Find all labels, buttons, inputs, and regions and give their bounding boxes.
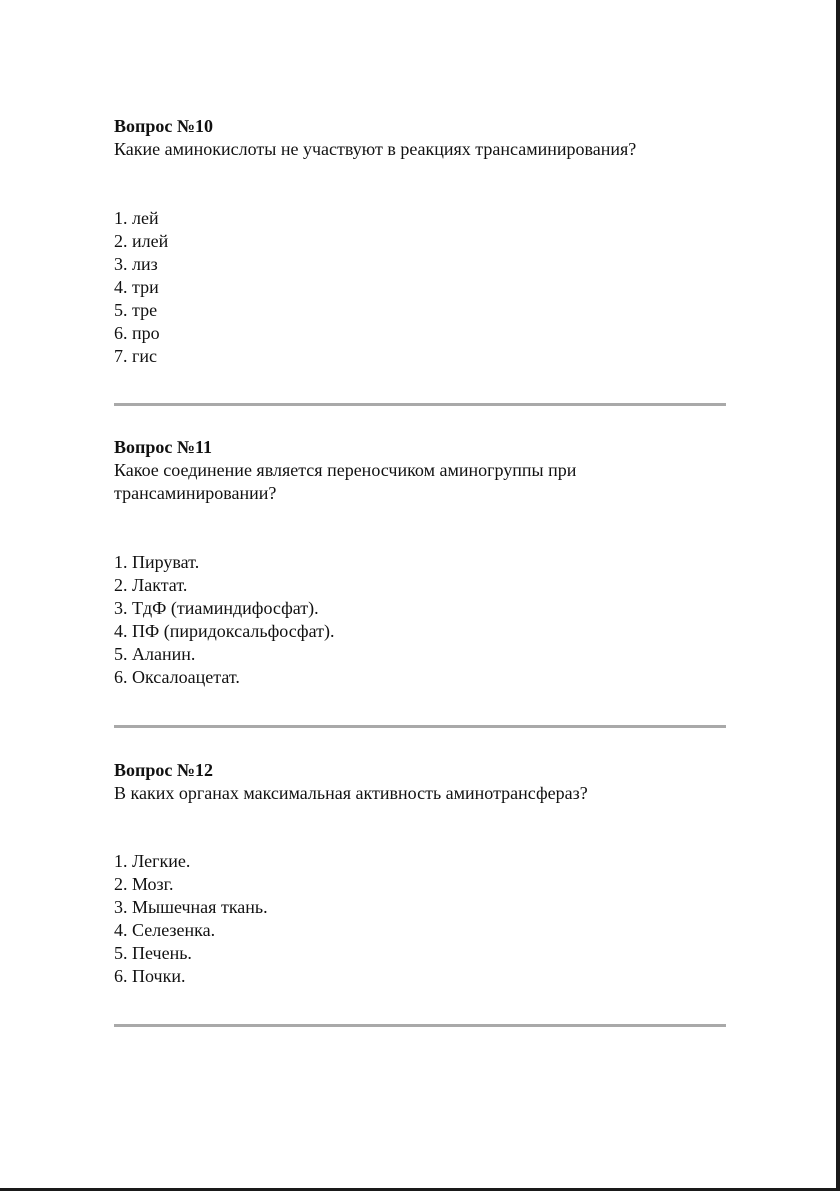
question-text: Какое соединение является переносчиком аминогруппы при (114, 460, 577, 480)
answer-option: 3. ТдФ (тиаминдифосфат). (114, 598, 319, 618)
answer-option: 1. Легкие. (114, 851, 191, 871)
page-edge (836, 0, 840, 1191)
answer-option: 3. лиз (114, 254, 158, 274)
section-divider (114, 403, 726, 406)
answer-option: 1. лей (114, 208, 159, 228)
answer-option: 1. Пируват. (114, 552, 200, 572)
answer-option: 4. ПФ (пиридоксальфосфат). (114, 621, 335, 641)
question-title: Вопрос №12 (114, 760, 213, 780)
answer-option: 2. Лактат. (114, 575, 188, 595)
question-text: В каких органах максимальная активность аминотрансфераз? (114, 783, 588, 803)
question-text: Какие аминокислоты не участвуют в реакциях трансаминирования? (114, 139, 637, 159)
answer-option: 6. Оксалоацетат. (114, 667, 240, 687)
answer-option: 6. Почки. (114, 966, 186, 986)
answer-option: 5. Печень. (114, 943, 192, 963)
question-10 (114, 115, 726, 368)
section-divider (114, 1024, 726, 1027)
answer-option: 4. Селезенка. (114, 920, 216, 940)
answer-option: 7. гис (114, 346, 158, 366)
answer-option: 6. про (114, 323, 160, 343)
question-11 (114, 436, 726, 689)
question-title: Вопрос №11 (114, 437, 212, 457)
question-title: Вопрос №10 (114, 116, 213, 136)
answer-option: 4. три (114, 277, 159, 297)
question-12 (114, 759, 726, 988)
answer-list (114, 850, 726, 988)
answer-option: 3. Мышечная ткань. (114, 897, 268, 917)
question-text: трансаминировании? (114, 483, 277, 503)
answer-option: 2. Мозг. (114, 874, 174, 894)
answer-option: 2. илей (114, 231, 169, 251)
answer-option: 5. тре (114, 300, 158, 320)
section-divider (114, 725, 726, 728)
answer-list (114, 207, 726, 368)
answer-list (114, 551, 726, 689)
answer-option: 5. Аланин. (114, 644, 196, 664)
